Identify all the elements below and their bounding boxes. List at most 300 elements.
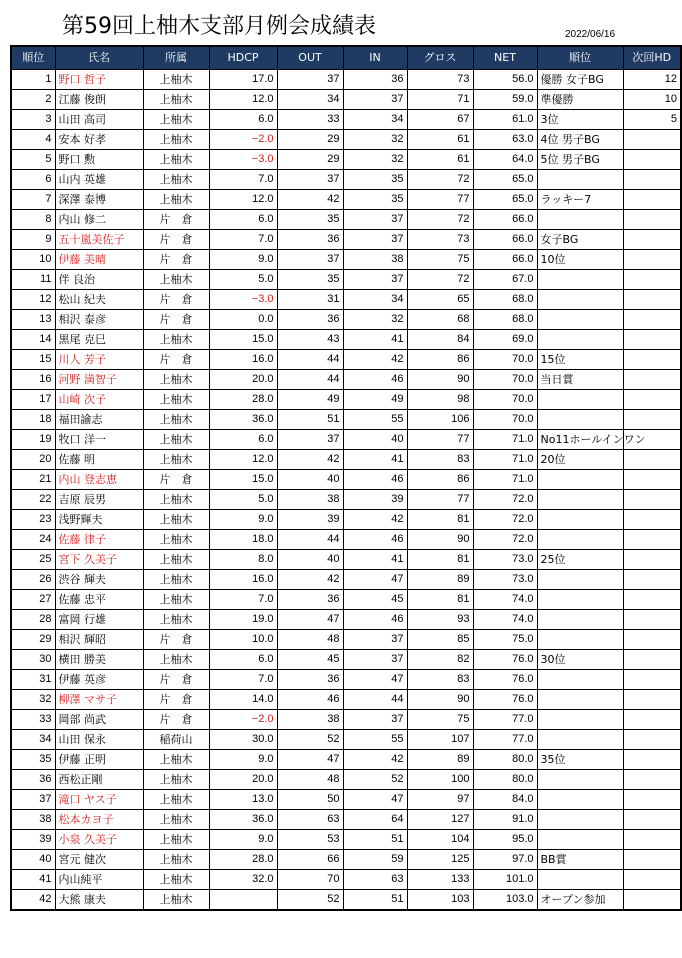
table-row [11,549,681,569]
table-row [11,449,681,469]
cell-next-hd [623,709,681,729]
cell-in: 37 [343,649,407,669]
table-row [11,269,681,289]
table-row [11,409,681,429]
cell-name: 深澤 泰博 [55,189,143,209]
cell-affiliation: 片 倉 [143,229,209,249]
cell-name: 浅野輝夫 [55,509,143,529]
cell-affiliation: 片 倉 [143,289,209,309]
cell-gross: 72 [407,209,473,229]
cell-name: 佐藤 律子 [55,529,143,549]
cell-affiliation: 片 倉 [143,309,209,329]
cell-out: 48 [277,629,343,649]
cell-out: 70 [277,869,343,889]
cell-placing [537,569,623,589]
cell-net: 101.0 [473,869,537,889]
cell-affiliation: 上柚木 [143,329,209,349]
cell-rank: 37 [11,789,55,809]
cell-rank: 31 [11,669,55,689]
cell-next-hd [623,769,681,789]
cell-gross: 127 [407,809,473,829]
cell-net: 59.0 [473,89,537,109]
cell-in: 59 [343,849,407,869]
cell-in: 38 [343,249,407,269]
cell-name: 富岡 行雄 [55,609,143,629]
col-header-net: NET [473,46,537,69]
cell-out: 29 [277,149,343,169]
cell-rank: 21 [11,469,55,489]
cell-gross: 89 [407,569,473,589]
cell-in: 36 [343,69,407,89]
table-row [11,829,681,849]
col-header-placing: 順位 [537,46,623,69]
cell-placing [537,269,623,289]
cell-gross: 104 [407,829,473,849]
cell-affiliation: 上柚木 [143,829,209,849]
cell-rank: 27 [11,589,55,609]
cell-rank: 7 [11,189,55,209]
col-header-hdcp: HDCP [209,46,277,69]
cell-gross: 89 [407,749,473,769]
cell-net: 71.0 [473,469,537,489]
cell-affiliation: 上柚木 [143,89,209,109]
cell-out: 38 [277,709,343,729]
cell-out: 34 [277,89,343,109]
table-row [11,89,681,109]
cell-hdcp: 7.0 [209,669,277,689]
cell-gross: 73 [407,69,473,89]
cell-net: 84.0 [473,789,537,809]
cell-out: 42 [277,569,343,589]
cell-hdcp: 30.0 [209,729,277,749]
cell-net: 76.0 [473,689,537,709]
cell-out: 39 [277,509,343,529]
cell-name: 野口 勲 [55,149,143,169]
cell-placing: 当日賞 [537,369,623,389]
cell-gross: 107 [407,729,473,749]
cell-net: 74.0 [473,609,537,629]
cell-rank: 22 [11,489,55,509]
table-row [11,869,681,889]
cell-in: 35 [343,189,407,209]
cell-out: 29 [277,129,343,149]
cell-net: 65.0 [473,169,537,189]
cell-in: 47 [343,569,407,589]
cell-next-hd [623,549,681,569]
cell-net: 66.0 [473,229,537,249]
cell-rank: 5 [11,149,55,169]
cell-hdcp: 18.0 [209,529,277,549]
cell-in: 47 [343,669,407,689]
cell-placing [537,289,623,309]
cell-hdcp: 15.0 [209,469,277,489]
cell-in: 44 [343,689,407,709]
cell-gross: 106 [407,409,473,429]
cell-net: 77.0 [473,729,537,749]
cell-affiliation: 上柚木 [143,609,209,629]
cell-affiliation: 上柚木 [143,889,209,910]
cell-hdcp: 5.0 [209,489,277,509]
cell-placing [537,489,623,509]
cell-hdcp: 9.0 [209,509,277,529]
cell-hdcp: 16.0 [209,349,277,369]
cell-affiliation: 上柚木 [143,369,209,389]
cell-placing: ラッキー7 [537,189,623,209]
cell-rank: 42 [11,889,55,910]
cell-gross: 61 [407,149,473,169]
cell-out: 48 [277,769,343,789]
cell-out: 51 [277,409,343,429]
cell-affiliation: 上柚木 [143,549,209,569]
cell-name: 岡部 尚武 [55,709,143,729]
cell-name: 大熊 康夫 [55,889,143,910]
cell-rank: 20 [11,449,55,469]
cell-hdcp: −2.0 [209,709,277,729]
table-row [11,709,681,729]
cell-net: 91.0 [473,809,537,829]
table-row [11,629,681,649]
cell-gross: 93 [407,609,473,629]
cell-placing [537,209,623,229]
cell-net: 63.0 [473,129,537,149]
cell-in: 41 [343,329,407,349]
cell-name: 宮元 健次 [55,849,143,869]
cell-name: 吉原 辰男 [55,489,143,509]
cell-hdcp: 16.0 [209,569,277,589]
cell-name: 松山 紀夫 [55,289,143,309]
cell-rank: 24 [11,529,55,549]
cell-hdcp: 6.0 [209,109,277,129]
cell-placing [537,689,623,709]
cell-out: 63 [277,809,343,829]
table-row [11,849,681,869]
cell-placing: 3位 [537,109,623,129]
cell-next-hd [623,389,681,409]
cell-gross: 61 [407,129,473,149]
cell-out: 42 [277,189,343,209]
cell-affiliation: 上柚木 [143,869,209,889]
table-row [11,229,681,249]
cell-affiliation: 上柚木 [143,489,209,509]
cell-net: 65.0 [473,189,537,209]
cell-gross: 100 [407,769,473,789]
cell-gross: 75 [407,709,473,729]
cell-rank: 19 [11,429,55,449]
cell-placing: No11ホールインワン [537,429,623,449]
cell-hdcp: 36.0 [209,809,277,829]
cell-placing: 15位 [537,349,623,369]
cell-name: 相沢 輝昭 [55,629,143,649]
cell-next-hd [623,609,681,629]
cell-next-hd [623,569,681,589]
cell-out: 46 [277,689,343,709]
table-row [11,809,681,829]
table-row [11,249,681,269]
cell-in: 42 [343,509,407,529]
cell-name: 滝口 ヤス子 [55,789,143,809]
cell-net: 76.0 [473,669,537,689]
cell-placing: 35位 [537,749,623,769]
cell-name: 江藤 俊朗 [55,89,143,109]
cell-placing [537,529,623,549]
cell-next-hd [623,509,681,529]
cell-gross: 77 [407,429,473,449]
cell-gross: 84 [407,329,473,349]
table-row [11,669,681,689]
cell-gross: 72 [407,269,473,289]
col-header-gross: グロス [407,46,473,69]
cell-affiliation: 上柚木 [143,149,209,169]
cell-name: 松本カヨ子 [55,809,143,829]
cell-next-hd [623,849,681,869]
cell-next-hd: 10 [623,89,681,109]
cell-next-hd: 5 [623,109,681,129]
cell-in: 47 [343,789,407,809]
cell-affiliation: 片 倉 [143,709,209,729]
cell-net: 72.0 [473,529,537,549]
cell-gross: 103 [407,889,473,910]
cell-affiliation: 上柚木 [143,769,209,789]
cell-net: 72.0 [473,489,537,509]
cell-hdcp: 28.0 [209,389,277,409]
cell-hdcp: −2.0 [209,129,277,149]
cell-hdcp: 6.0 [209,209,277,229]
table-row [11,589,681,609]
cell-rank: 3 [11,109,55,129]
cell-affiliation: 片 倉 [143,349,209,369]
cell-rank: 35 [11,749,55,769]
cell-in: 64 [343,809,407,829]
cell-in: 37 [343,709,407,729]
cell-out: 47 [277,609,343,629]
cell-hdcp: 12.0 [209,449,277,469]
cell-net: 103.0 [473,889,537,910]
cell-next-hd [623,689,681,709]
cell-hdcp: 19.0 [209,609,277,629]
cell-hdcp: 36.0 [209,409,277,429]
cell-placing: オープン参加 [537,889,623,910]
cell-net: 68.0 [473,289,537,309]
cell-in: 34 [343,109,407,129]
table-row [11,169,681,189]
cell-name: 河野 満智子 [55,369,143,389]
cell-placing: 優勝 女子BG [537,69,623,89]
cell-gross: 86 [407,469,473,489]
cell-rank: 26 [11,569,55,589]
cell-rank: 32 [11,689,55,709]
cell-placing: 10位 [537,249,623,269]
cell-out: 38 [277,489,343,509]
cell-next-hd: 12 [623,69,681,89]
cell-net: 80.0 [473,769,537,789]
cell-gross: 75 [407,249,473,269]
table-row [11,469,681,489]
cell-name: 黒尾 克巳 [55,329,143,349]
cell-gross: 133 [407,869,473,889]
cell-name: 小泉 久美子 [55,829,143,849]
cell-name: 山崎 次子 [55,389,143,409]
cell-hdcp: 8.0 [209,549,277,569]
cell-in: 37 [343,89,407,109]
cell-out: 53 [277,829,343,849]
table-body [11,69,681,910]
cell-placing [537,309,623,329]
cell-in: 42 [343,749,407,769]
cell-out: 45 [277,649,343,669]
cell-net: 56.0 [473,69,537,89]
cell-net: 73.0 [473,569,537,589]
cell-in: 41 [343,449,407,469]
cell-affiliation: 上柚木 [143,269,209,289]
cell-in: 46 [343,369,407,389]
cell-placing [537,409,623,429]
cell-rank: 14 [11,329,55,349]
cell-gross: 81 [407,549,473,569]
cell-placing [537,629,623,649]
cell-next-hd [623,829,681,849]
cell-out: 31 [277,289,343,309]
cell-hdcp: 5.0 [209,269,277,289]
cell-name: 柳澤 マサ子 [55,689,143,709]
cell-name: 横田 勝美 [55,649,143,669]
cell-next-hd [623,589,681,609]
col-header-rank: 順位 [11,46,55,69]
cell-affiliation: 上柚木 [143,429,209,449]
cell-gross: 81 [407,589,473,609]
cell-in: 39 [343,489,407,509]
cell-placing [537,729,623,749]
col-header-next-hd: 次回HD [623,46,681,69]
cell-gross: 97 [407,789,473,809]
cell-affiliation: 上柚木 [143,69,209,89]
cell-net: 75.0 [473,629,537,649]
cell-next-hd [623,289,681,309]
cell-next-hd [623,329,681,349]
cell-gross: 83 [407,449,473,469]
cell-rank: 17 [11,389,55,409]
cell-affiliation: 片 倉 [143,629,209,649]
cell-gross: 90 [407,689,473,709]
cell-placing [537,169,623,189]
cell-out: 35 [277,269,343,289]
col-header-out: OUT [277,46,343,69]
cell-rank: 1 [11,69,55,89]
table-row [11,569,681,589]
cell-out: 33 [277,109,343,129]
cell-out: 37 [277,69,343,89]
table-row [11,609,681,629]
cell-placing: 25位 [537,549,623,569]
cell-hdcp: 20.0 [209,369,277,389]
cell-name: 川人 芳子 [55,349,143,369]
cell-in: 51 [343,889,407,910]
cell-net: 77.0 [473,709,537,729]
cell-hdcp: 7.0 [209,169,277,189]
cell-rank: 15 [11,349,55,369]
cell-in: 55 [343,409,407,429]
cell-out: 49 [277,389,343,409]
cell-placing [537,609,623,629]
cell-gross: 71 [407,89,473,109]
cell-net: 71.0 [473,449,537,469]
col-header-affiliation: 所属 [143,46,209,69]
cell-name: 野口 哲子 [55,69,143,89]
cell-affiliation: 上柚木 [143,649,209,669]
cell-rank: 25 [11,549,55,569]
cell-out: 37 [277,169,343,189]
cell-placing [537,709,623,729]
cell-placing [537,509,623,529]
cell-rank: 33 [11,709,55,729]
cell-name: 西松正剛 [55,769,143,789]
cell-placing: 5位 男子BG [537,149,623,169]
cell-in: 40 [343,429,407,449]
cell-hdcp: 17.0 [209,69,277,89]
cell-gross: 82 [407,649,473,669]
cell-net: 61.0 [473,109,537,129]
cell-affiliation: 片 倉 [143,669,209,689]
cell-net: 70.0 [473,369,537,389]
cell-affiliation: 上柚木 [143,529,209,549]
cell-in: 37 [343,269,407,289]
table-row [11,149,681,169]
cell-out: 40 [277,469,343,489]
cell-next-hd [623,269,681,289]
cell-in: 49 [343,389,407,409]
cell-affiliation: 上柚木 [143,789,209,809]
cell-hdcp: 10.0 [209,629,277,649]
table-row [11,329,681,349]
cell-in: 41 [343,549,407,569]
cell-net: 97.0 [473,849,537,869]
cell-in: 32 [343,129,407,149]
cell-placing [537,589,623,609]
cell-gross: 86 [407,349,473,369]
table-row [11,369,681,389]
cell-placing: 4位 男子BG [537,129,623,149]
cell-next-hd [623,649,681,669]
cell-rank: 6 [11,169,55,189]
table-row [11,109,681,129]
cell-rank: 29 [11,629,55,649]
cell-affiliation: 上柚木 [143,109,209,129]
cell-rank: 28 [11,609,55,629]
cell-name: 福田諭志 [55,409,143,429]
table-row [11,509,681,529]
cell-next-hd [623,129,681,149]
cell-name: 伊藤 英彦 [55,669,143,689]
cell-name: 内山純平 [55,869,143,889]
cell-rank: 30 [11,649,55,669]
cell-rank: 36 [11,769,55,789]
cell-placing [537,329,623,349]
cell-hdcp: 20.0 [209,769,277,789]
cell-rank: 23 [11,509,55,529]
page-title: 第59回上柚木支部月例会成績表 [62,14,376,39]
cell-hdcp: 9.0 [209,249,277,269]
cell-next-hd [623,469,681,489]
cell-affiliation: 上柚木 [143,849,209,869]
cell-name: 内山 登志恵 [55,469,143,489]
table-row [11,729,681,749]
cell-affiliation: 上柚木 [143,409,209,429]
cell-net: 80.0 [473,749,537,769]
cell-rank: 4 [11,129,55,149]
cell-affiliation: 上柚木 [143,749,209,769]
cell-affiliation: 上柚木 [143,449,209,469]
cell-rank: 13 [11,309,55,329]
cell-hdcp: 14.0 [209,689,277,709]
